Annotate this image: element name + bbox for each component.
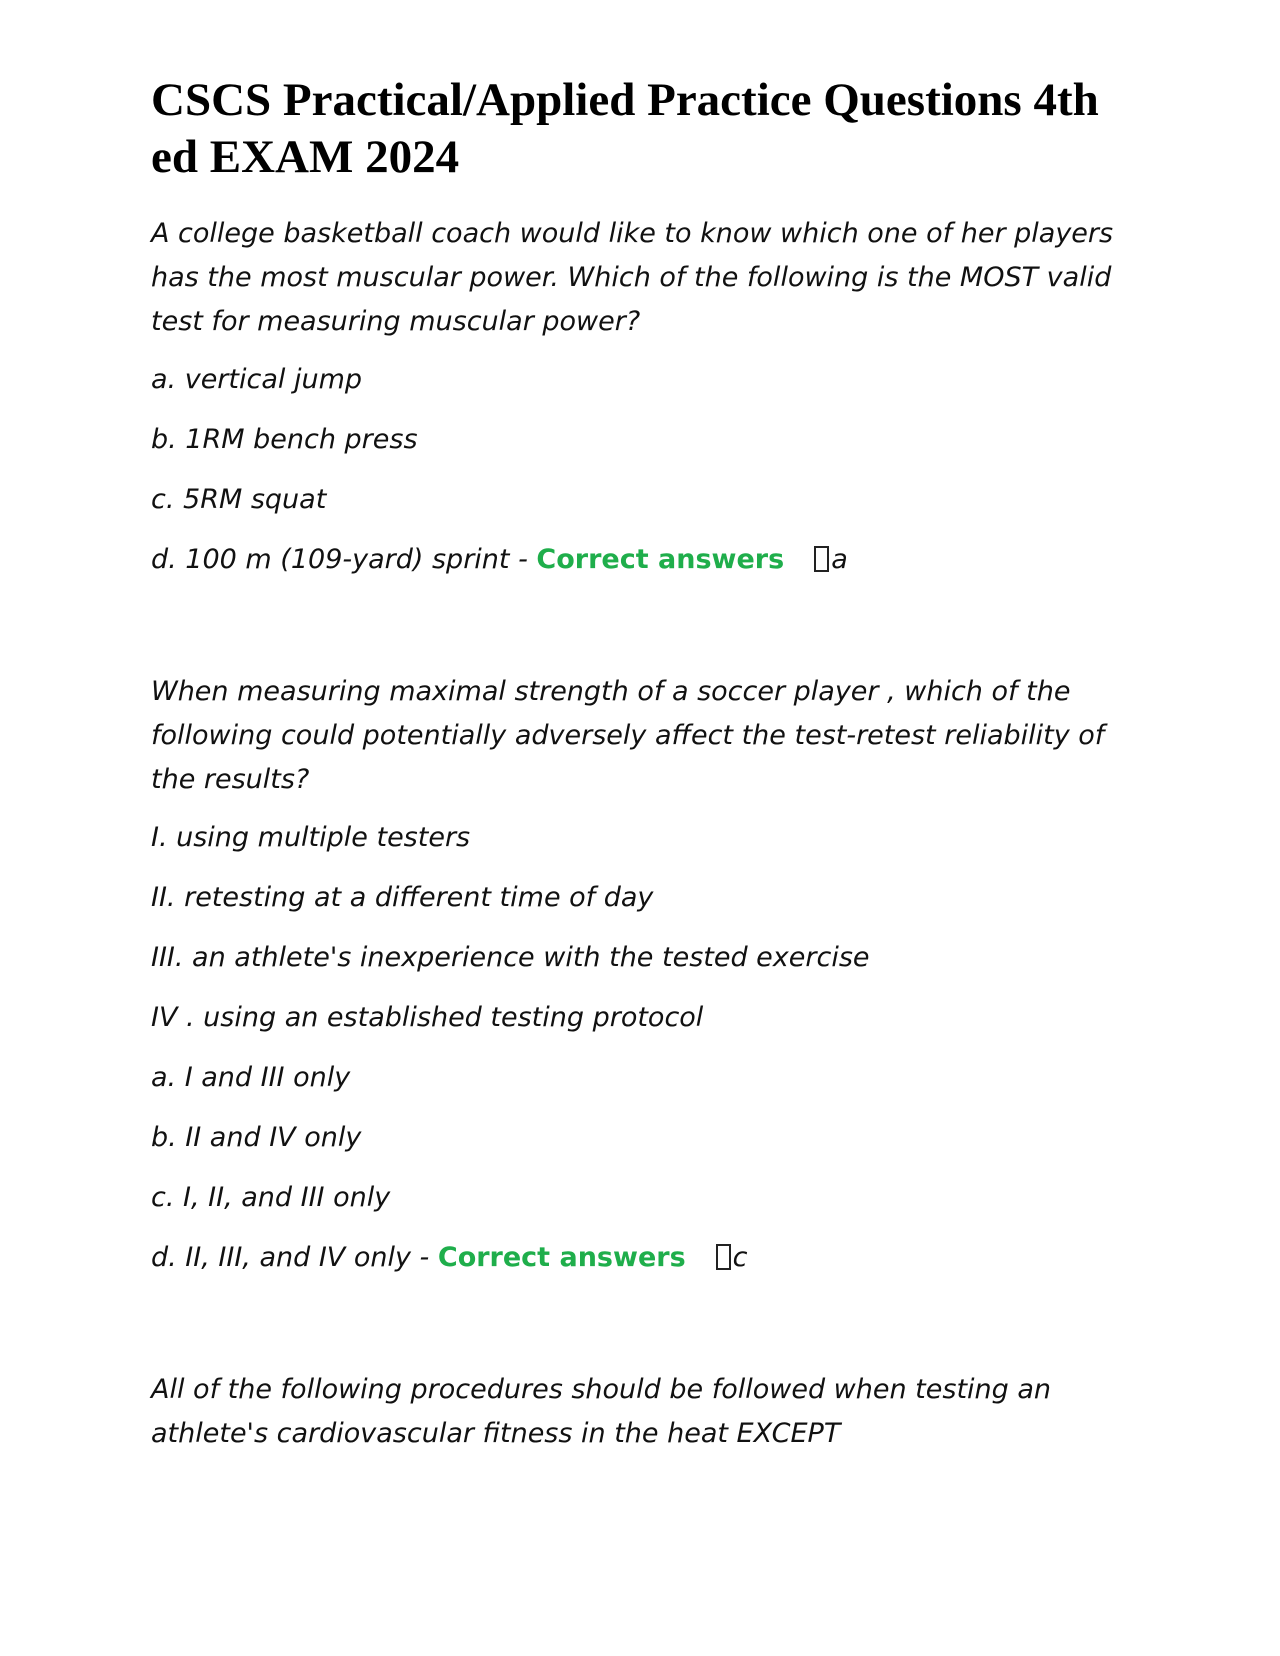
- question-1: [151, 212, 1141, 582]
- question-stem: When measuring maximal strength of a soccer player , which of the following could potentially adversely affect the test-retest reliability of the results?: [151, 676, 1105, 795]
- statement-item: II. retesting at a different time of day: [151, 882, 654, 913]
- answer-option-text: d. II, III, and IV only -: [151, 1242, 438, 1273]
- answer-option: a. vertical jump: [151, 364, 363, 395]
- statement-item: I. using multiple testers: [151, 822, 471, 853]
- missing-glyph-icon: [716, 1244, 731, 1270]
- answer-option-with-key: [151, 1236, 1141, 1280]
- answer-key: a: [831, 544, 848, 575]
- question-3: [151, 1368, 1141, 1456]
- answer-option: b. 1RM bench press: [151, 424, 418, 455]
- document-title: CSCS Practical/Applied Practice Questions 4th ed EXAM 2024: [151, 74, 1099, 183]
- spacer: [151, 1296, 1141, 1368]
- answer-key: c: [732, 1242, 748, 1273]
- answer-option: c. I, II, and III only: [151, 1182, 391, 1213]
- statement-item: III. an athlete's inexperience with the tested exercise: [151, 942, 870, 973]
- correct-answers-label: Correct answers: [437, 1242, 686, 1273]
- correct-answers-label: Correct answers: [536, 544, 785, 575]
- question-2: [151, 670, 1141, 1280]
- statement-item: IV . using an established testing protocol: [151, 1002, 704, 1033]
- question-stem: A college basketball coach would like to know which one of her players has the most muscular power. Which of the following is the MOST valid test for measuring muscular power?: [151, 218, 1114, 337]
- missing-glyph-icon: [814, 546, 829, 572]
- answer-option-text: d. 100 m (109-yard) sprint -: [151, 544, 537, 575]
- answer-option: b. II and IV only: [151, 1122, 362, 1153]
- spacer: [151, 598, 1141, 670]
- document-page: [151, 72, 1141, 1470]
- answer-option-with-key: [151, 538, 1141, 582]
- answer-option: a. I and III only: [151, 1062, 351, 1093]
- answer-option: c. 5RM squat: [151, 484, 327, 515]
- question-stem: All of the following procedures should be followed when testing an athlete's cardiovascular fitness in the heat EXCEPT: [151, 1374, 1052, 1449]
